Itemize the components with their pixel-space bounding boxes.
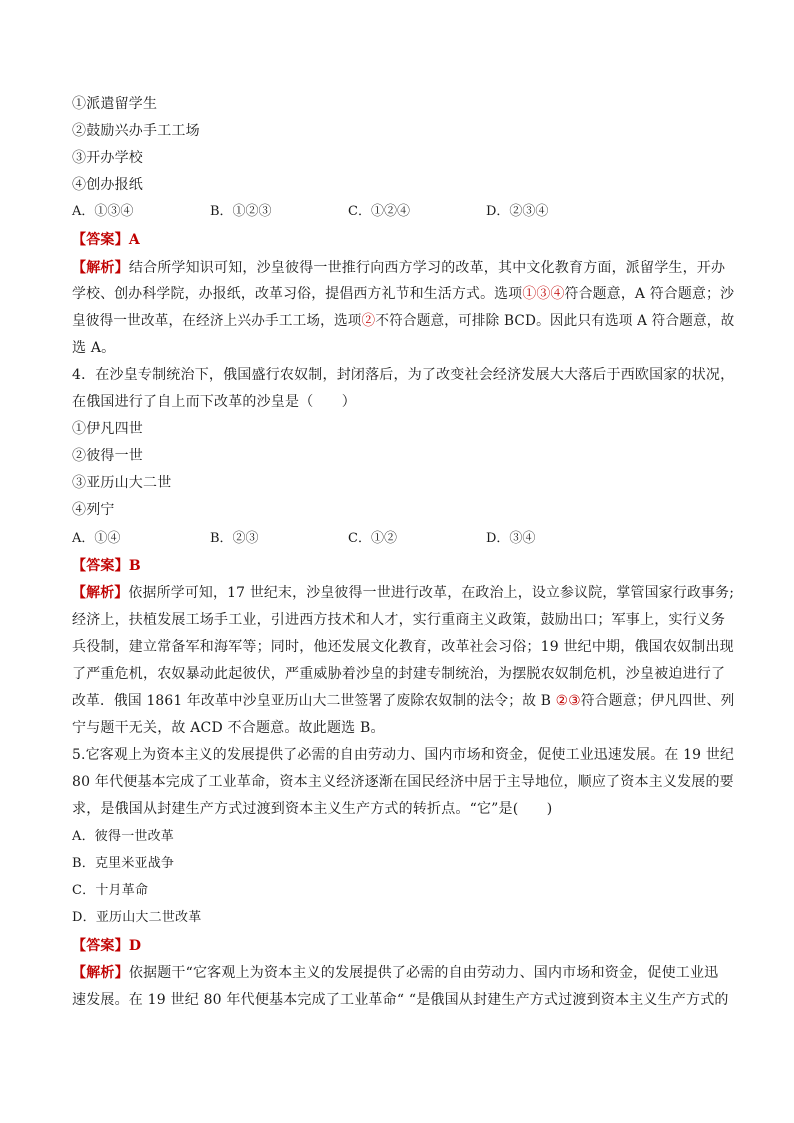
analysis-text: 结合所学知识可知，沙皇彼得一世推行向西方学习的改革，其中文化教育方面，派留学生，开办 (128, 260, 726, 276)
q4-analysis-line-1 (72, 583, 734, 603)
analysis-highlight: ② (361, 313, 376, 329)
answer-value: B (128, 558, 141, 574)
q4-option-a: A．①④ (72, 531, 121, 546)
q3-analysis-line-3 (72, 311, 734, 331)
q4-analysis-line-4: 了严重危机，农奴暴动此起彼伏，严重威胁着沙皇的封建专制统治，为摆脱农奴制危机，沙皇被迫进行了 (72, 666, 726, 682)
q4-analysis-line-2: 经济上，扶植发展工场手工业，引进西方技术和人才，实行重商主义政策，鼓励出口；军事上，实行义务 (72, 612, 726, 628)
answer-tag: 【答案】 (72, 558, 129, 574)
q5-option-d: D．亚历山大二世改革 (72, 910, 202, 925)
q4-analysis-line-5 (72, 691, 734, 711)
q4-analysis-line-3: 兵役制，建立常备军和海军等；同时，他还发展文化教育，改革社会习俗；19 世纪中期，俄国农奴制出现 (72, 639, 734, 655)
analysis-text: 学校、创办科学院，办报纸，改革习俗，提倡西方礼节和生活方式。选项 (72, 286, 523, 302)
q4-option-c: C．①② (348, 531, 397, 546)
q5-stem-line-3: 求，是俄国从封建生产方式过渡到资本主义生产方式的转折点。“它”是( ) (72, 801, 553, 817)
q3-item-2: ②鼓励兴办手工工场 (72, 123, 200, 139)
q3-answer (72, 230, 140, 250)
q4-item-1: ①伊凡四世 (72, 421, 143, 437)
analysis-text: 不符合题意，可排除 BCD。因此只有选项 A 符合题意，故 (375, 313, 735, 329)
analysis-text: 依据题干“它客观上为资本主义的发展提供了必需的自由劳动力、国内市场和资金，促使工业迅 (128, 965, 719, 981)
q4-analysis-line-6: 宁与题干无关，故 ACD 不合题意。故此题选 B。 (72, 720, 385, 736)
q3-item-3: ③开办学校 (72, 150, 143, 166)
q5-answer (72, 936, 141, 956)
q5-analysis-line-1 (72, 963, 718, 983)
answer-tag: 【答案】 (72, 232, 129, 248)
answer-tag: 【答案】 (72, 938, 129, 954)
q5-option-a: A．彼得一世改革 (72, 829, 174, 844)
q4-stem-line-1: 4．在沙皇专制统治下，俄国盛行农奴制，封闭落后，为了改变社会经济发展大大落后于西欧国家的状况， (72, 367, 735, 383)
q5-analysis-line-2: 速发展。在 19 世纪 80 年代便基本完成了工业革命“ “是俄国从封建生产方式过渡到资本主义生产方式的 (72, 992, 729, 1008)
q5-stem-line-2: 80 年代便基本完成了工业革命，资本主义经济逐渐在国民经济中居于主导地位，顺应了资本主义发展的要 (72, 774, 734, 790)
analysis-text: 依据所学可知，17 世纪末，沙皇彼得一世进行改革，在政治上，设立参议院，掌管国家行政事务; (128, 585, 735, 601)
q4-item-3: ③亚历山大二世 (72, 475, 172, 491)
q3-option-a: A．①③④ (72, 204, 134, 219)
q3-option-d: D．②③④ (486, 204, 549, 219)
analysis-text: 符合题意；伊凡四世、列 (580, 693, 735, 709)
analysis-highlight: ①③④ (522, 286, 565, 302)
q4-option-b: B．②③ (210, 531, 259, 546)
analysis-text: 符合题意，A 符合题意；沙 (564, 286, 735, 302)
q3-item-4: ④创办报纸 (72, 177, 143, 193)
q3-option-c: C．①②④ (348, 204, 410, 219)
q3-option-b: B．①②③ (210, 204, 272, 219)
q3-analysis-line-4: 选 A。 (72, 340, 116, 356)
analysis-tag: 【解析】 (72, 585, 129, 601)
q3-analysis-line-1 (72, 258, 725, 278)
q4-item-4: ④列宁 (72, 502, 115, 518)
q3-item-1: ①派遣留学生 (72, 96, 158, 112)
q4-option-d: D．③④ (486, 531, 536, 546)
analysis-tag: 【解析】 (72, 260, 129, 276)
q5-stem-line-1: 5.它客观上为资本主义的发展提供了必需的自由劳动力、国内市场和资金，促使工业迅速发展。在 19 世纪 (72, 747, 735, 763)
q4-item-2: ②彼得一世 (72, 448, 143, 464)
analysis-tag: 【解析】 (72, 965, 129, 981)
q5-option-b: B．克里米亚战争 (72, 856, 175, 871)
answer-value: D (128, 938, 142, 954)
analysis-highlight: ②③ (555, 693, 581, 709)
answer-value: A (128, 232, 140, 248)
analysis-text: 改革．俄国 1861 年改革中沙皇亚历山大二世签署了废除农奴制的法令；故 B (72, 693, 552, 709)
analysis-text: 皇彼得一世改革，在经济上兴办手工工场，选项 (72, 313, 362, 329)
q5-option-c: C．十月革命 (72, 883, 149, 898)
q4-stem-line-2: 在俄国进行了自上而下改革的沙皇是（ ） (72, 394, 356, 410)
q4-answer (72, 556, 141, 576)
q3-analysis-line-2 (72, 284, 734, 304)
